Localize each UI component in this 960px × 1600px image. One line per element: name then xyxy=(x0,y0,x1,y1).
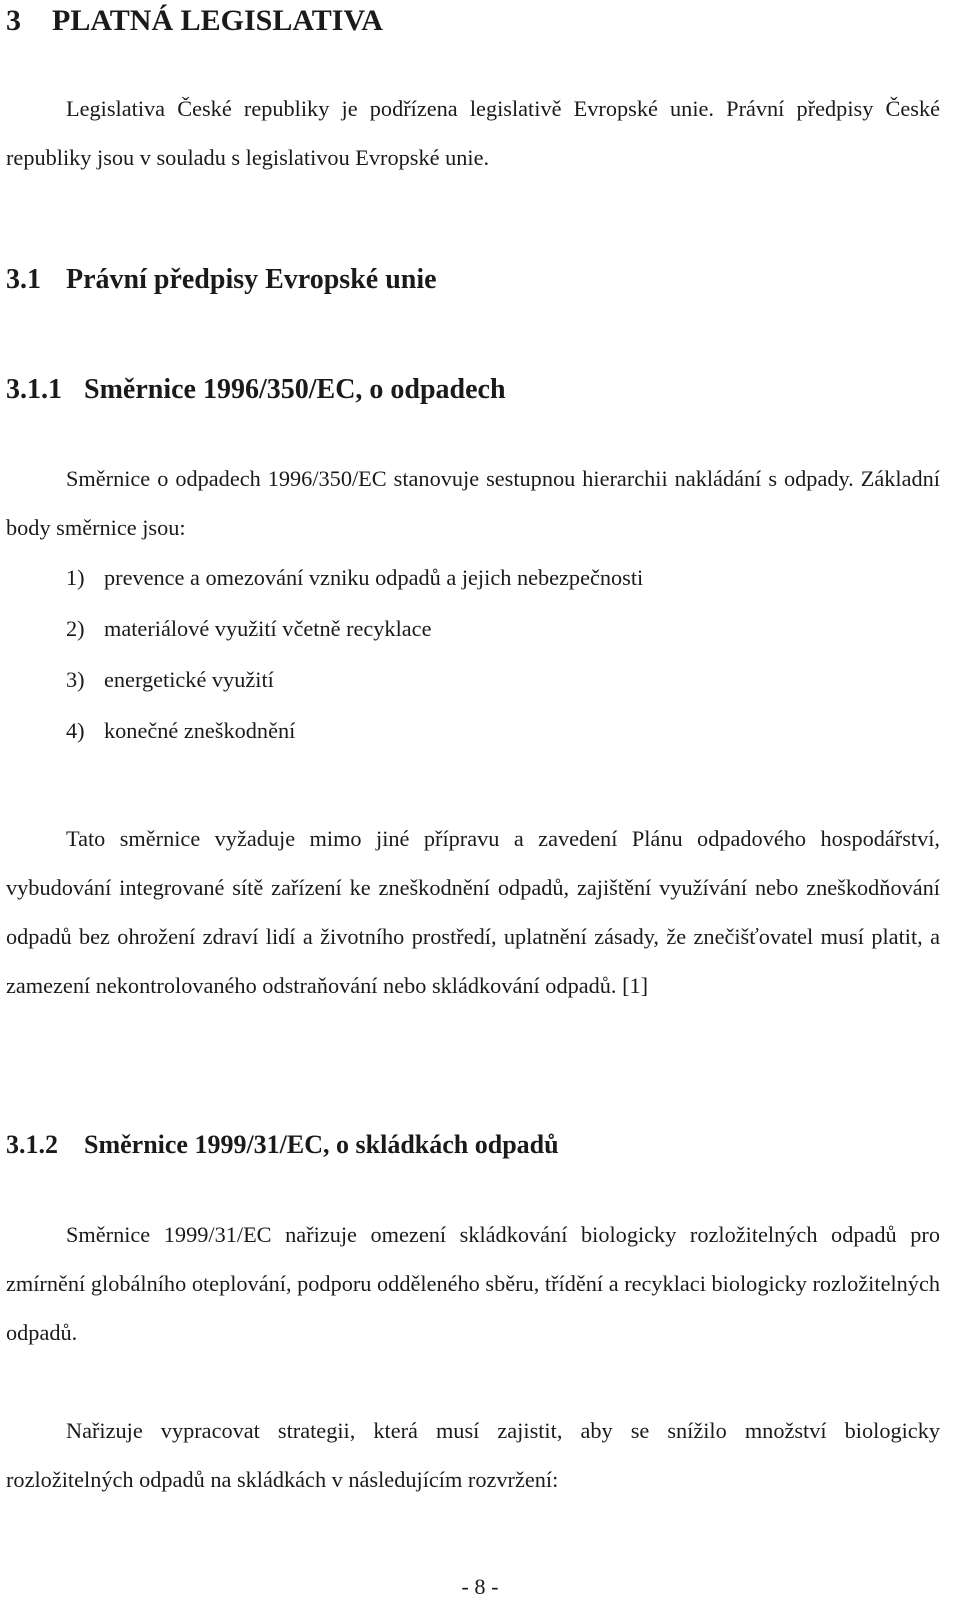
list-item xyxy=(66,552,940,603)
directive2-paragraph-2: Nařizuje vypracovat strategii, která musí zajistit, aby se snížilo množství biologicky rozložitelných odpadů na skládkách v následujícím rozvržení: xyxy=(6,1418,940,1492)
list-item xyxy=(66,705,940,756)
list-item-number: 3) xyxy=(66,667,85,692)
directive1-intro-paragraph: Směrnice o odpadech 1996/350/EC stanovuje sestupnou hierarchii nakládání s odpady. Základní body směrnice jsou: xyxy=(6,466,940,540)
list-item-number: 1) xyxy=(66,565,85,590)
directive1-body-paragraph: Tato směrnice vyžaduje mimo jiné přípravu a zavedení Plánu odpadového hospodářství, vybudování integrované sítě zařízení ke zneškodnění odpadů, zajištění využívání nebo zneškodňování odpadů bez ohrožení zdraví lidí a životního prostředí, uplatnění zásady, že znečišťovatel musí platit, a zamezení nekontrolovaného odstraňování nebo skládkování odpadů. [1] xyxy=(6,826,940,998)
directive2-number: 3.1.2 xyxy=(6,1130,58,1159)
list-item-text: konečné zneškodnění xyxy=(104,718,296,743)
list-item-text: energetické využití xyxy=(104,667,274,692)
section-title: PLATNÁ LEGISLATIVA xyxy=(52,4,383,37)
list-item-number: 2) xyxy=(66,616,85,641)
subsection-title: Právní předpisy Evropské unie xyxy=(66,264,437,295)
section-heading xyxy=(6,2,940,40)
list-item-number: 4) xyxy=(66,718,85,743)
list-item xyxy=(66,654,940,705)
list-item xyxy=(66,603,940,654)
page-number: - 8 - xyxy=(461,1574,499,1599)
subsection-number: 3.1 xyxy=(6,264,41,295)
directive1-points-list xyxy=(66,552,940,756)
subsection-heading xyxy=(6,262,940,298)
directive1-title: Směrnice 1996/350/EC, o odpadech xyxy=(84,374,506,405)
directive2-title: Směrnice 1999/31/EC, o skládkách odpadů xyxy=(84,1130,559,1159)
directive1-heading xyxy=(6,372,940,408)
list-item-text: prevence a omezování vzniku odpadů a jejich nebezpečnosti xyxy=(104,565,644,590)
directive2-paragraph-1: Směrnice 1999/31/EC nařizuje omezení skládkování biologicky rozložitelných odpadů pro zmírnění globálního oteplování, podporu odděleného sběru, třídění a recyklaci biologicky rozložitelných odpadů. xyxy=(6,1222,940,1345)
directive1-number: 3.1.1 xyxy=(6,374,62,405)
directive2-heading xyxy=(6,1128,940,1162)
section-intro-paragraph: Legislativa České republiky je podřízena legislativě Evropské unie. Právní předpisy České republiky jsou v souladu s legislativou Evropské unie. xyxy=(6,96,940,170)
list-item-text: materiálové využití včetně recyklace xyxy=(104,616,432,641)
section-number: 3 xyxy=(6,4,21,37)
